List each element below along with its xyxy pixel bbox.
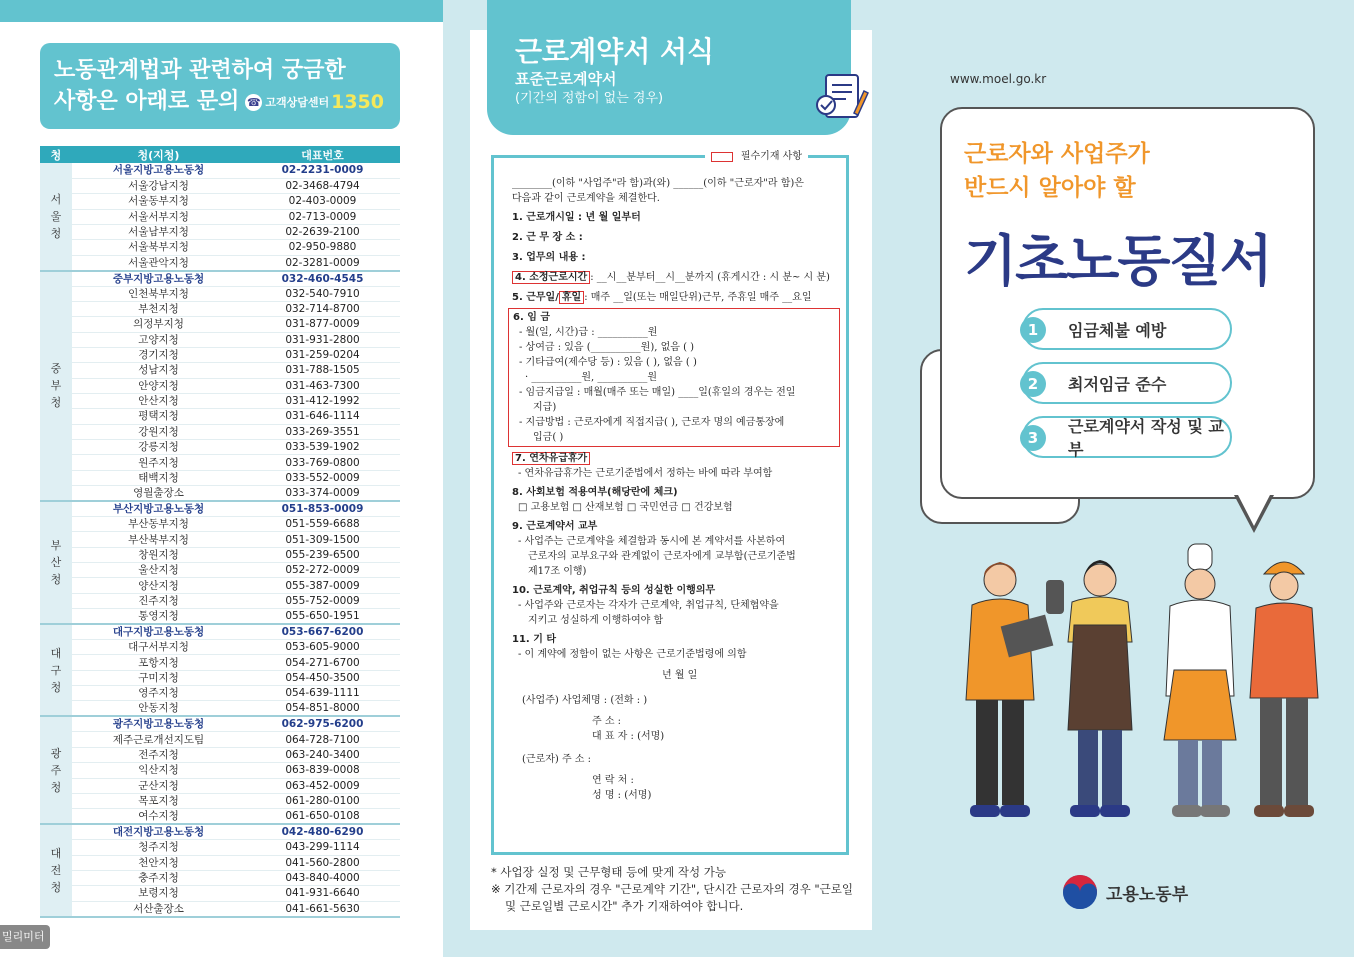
office-name-cell: 성남지청: [72, 363, 245, 378]
employer-company: (사업주) 사업체명 : (전화 : ): [522, 695, 648, 706]
office-phone-cell: 042-480-6290: [245, 824, 400, 840]
ministry-name: 고용노동부: [1106, 884, 1189, 905]
contract-delivery-3: 제17조 이행): [528, 566, 587, 577]
office-name-cell: 청주지청: [72, 840, 245, 855]
banner-line-1: 노동관계법과 관련하여 궁금한: [54, 58, 346, 83]
office-name-cell: 고양지청: [72, 332, 245, 347]
office-name-cell: 평택지청: [72, 409, 245, 424]
region-cell: 대 구 청: [40, 624, 72, 716]
office-phone-cell: 033-552-0009: [245, 470, 400, 485]
form-footnotes: [491, 864, 871, 915]
office-name-cell: 원주지청: [72, 455, 245, 470]
office-phone-cell: 053-605-9000: [245, 640, 400, 655]
table-row: [40, 178, 400, 193]
office-name-cell: 서울북부지청: [72, 240, 245, 255]
item-workdays: [512, 290, 834, 305]
table-row: [40, 363, 400, 378]
item-holiday-label: 휴일: [559, 291, 584, 304]
cover-title: 기초노동질서: [964, 229, 1271, 293]
key-point-2-label: 최저임금 준수: [1068, 374, 1167, 394]
office-phone-cell: 054-450-3500: [245, 670, 400, 685]
cover-subtitle-1: 근로자와 사업주가: [964, 141, 1150, 167]
table-row: [40, 793, 400, 808]
annual-leave-text: - 연차유급휴가는 근로기준법에서 정하는 바에 따라 부여함: [518, 468, 773, 479]
office-phone-cell: 052-272-0009: [245, 563, 400, 578]
table-row: [40, 255, 400, 271]
office-phone-cell: 064-728-7100: [245, 732, 400, 747]
table-row: [40, 670, 400, 685]
item-workplace: 2. 근 무 장 소 :: [512, 232, 583, 243]
table-row: [40, 209, 400, 224]
table-row: [40, 317, 400, 332]
office-phone-cell: 033-269-3551: [245, 424, 400, 439]
key-point-3: [1022, 416, 1232, 458]
col-header-region: 청: [40, 146, 72, 163]
office-phone-cell: 054-851-8000: [245, 701, 400, 717]
office-phone-cell: 043-840-4000: [245, 870, 400, 885]
right-panel: [884, 0, 1354, 957]
office-name-cell: 안동지청: [72, 701, 245, 717]
office-phone-cell: 02-2231-0009: [245, 163, 400, 178]
item-other: 11. 기 타: [512, 634, 556, 645]
item-obligation: 10. 근로계약, 취업규칙 등의 성실한 이행의무: [512, 585, 716, 596]
office-name-cell: 진주지청: [72, 593, 245, 608]
inquiry-banner: [40, 43, 400, 129]
office-name-cell: 안양지청: [72, 378, 245, 393]
table-row: [40, 609, 400, 625]
office-name-cell: 천안지청: [72, 855, 245, 870]
table-row: [40, 747, 400, 762]
office-name-cell: 부천지청: [72, 301, 245, 316]
table-row: [40, 901, 400, 917]
office-name-cell: 충주지청: [72, 870, 245, 885]
region-cell: 중 부 청: [40, 271, 72, 501]
contract-date: 년 월 일: [662, 670, 698, 681]
table-row: [40, 701, 400, 717]
office-name-cell: 창원지청: [72, 547, 245, 562]
employee-contact: 연 락 처 :: [592, 775, 634, 786]
office-name-cell: 의정부지청: [72, 317, 245, 332]
office-phone-cell: 02-403-0009: [245, 194, 400, 209]
other-text: - 이 계약에 정함이 없는 사항은 근로기준법령에 의함: [518, 649, 747, 660]
item-workdays-text: : 매주 __일(또는 매일단위)근무, 주휴일 매주 __요일: [584, 292, 812, 303]
office-phone-cell: 063-452-0009: [245, 778, 400, 793]
table-row: [40, 271, 400, 287]
office-name-cell: 익산지청: [72, 763, 245, 778]
office-name-cell: 인천북부지청: [72, 286, 245, 301]
workers-illustration: [934, 540, 1334, 830]
unit-caption: 밀리미터: [0, 925, 50, 949]
table-row: [40, 824, 400, 840]
region-cell: 서 울 청: [40, 163, 72, 271]
item-working-hours-text: : __시__분부터__시__분까지 (휴게시간 : 시 분~ 시 분): [590, 272, 830, 283]
item-annual-leave-label: 7. 연차유급휴가: [512, 452, 590, 465]
region-cell: 대 전 청: [40, 824, 72, 916]
office-phone-cell: 061-280-0100: [245, 793, 400, 808]
office-phone-cell: 02-3468-4794: [245, 178, 400, 193]
wage-payday-cont: 지급): [533, 402, 557, 413]
item-contract-delivery: 9. 근로계약서 교부: [512, 521, 598, 532]
table-row: [40, 424, 400, 439]
wage-payday: - 임금지급일 : 매월(매주 또는 매일) ____일(휴일의 경우는 전일: [519, 387, 796, 398]
left-panel: [0, 0, 443, 957]
office-phone-cell: 055-650-1951: [245, 609, 400, 625]
office-phone-cell: 031-412-1992: [245, 393, 400, 408]
table-row: [40, 470, 400, 485]
office-phone-cell: 041-931-6640: [245, 886, 400, 901]
employee-address: (근로자) 주 소 :: [522, 754, 592, 765]
obligation-2: 지키고 성실하게 이행하여야 함: [528, 615, 664, 626]
table-row: [40, 163, 400, 178]
key-point-1-label: 임금체불 예방: [1068, 320, 1167, 340]
office-name-cell: 울산지청: [72, 563, 245, 578]
table-row: [40, 732, 400, 747]
item-social-insurance: 8. 사회보험 적용여부(해당란에 체크): [512, 487, 678, 498]
office-name-cell: 대구지방고용노동청: [72, 624, 245, 640]
phone-icon: ☎: [246, 95, 261, 109]
footnote-3: 및 근로일별 근로시간" 추가 기재하여야 합니다.: [505, 899, 744, 913]
key-point-1-number: 1: [1020, 317, 1046, 343]
table-row: [40, 655, 400, 670]
office-name-cell: 구미지청: [72, 670, 245, 685]
employer-address: 주 소 :: [592, 716, 622, 727]
table-row: [40, 240, 400, 255]
table-row: [40, 547, 400, 562]
office-phone-cell: 02-950-9880: [245, 240, 400, 255]
office-name-cell: 태백지청: [72, 470, 245, 485]
office-phone-cell: 054-271-6700: [245, 655, 400, 670]
website-url: www.moel.go.kr: [950, 72, 1047, 86]
bubble-tail: [1237, 493, 1271, 526]
office-name-cell: 포항지청: [72, 655, 245, 670]
table-row: [40, 332, 400, 347]
table-row: [40, 855, 400, 870]
office-phone-cell: 031-931-2800: [245, 332, 400, 347]
wage-bonus: - 상여금 : 있음 (__________원), 없음 ( ): [519, 342, 695, 353]
table-row: [40, 347, 400, 362]
table-row: [40, 517, 400, 532]
office-phone-cell: 041-661-5630: [245, 901, 400, 917]
office-name-cell: 대전지방고용노동청: [72, 824, 245, 840]
office-name-cell: 제주근로개선지도팀: [72, 732, 245, 747]
ministry-emblem-icon: [1062, 874, 1098, 910]
office-phone-cell: 02-3281-0009: [245, 255, 400, 271]
item-working-hours-label: 4. 소정근로시간: [512, 271, 590, 284]
item-job-description: 3. 업무의 내용 :: [512, 252, 586, 263]
region-cell: 광 주 청: [40, 716, 72, 824]
form-subtitle: 표준근로계약서: [515, 70, 617, 88]
office-phone-cell: 031-788-1505: [245, 363, 400, 378]
table-row: [40, 286, 400, 301]
office-phone-cell: 055-387-0009: [245, 578, 400, 593]
office-phone-cell: 055-239-6500: [245, 547, 400, 562]
table-row: [40, 409, 400, 424]
office-phone-cell: 033-769-0800: [245, 455, 400, 470]
chef-figure: [1164, 544, 1236, 817]
table-row: [40, 378, 400, 393]
office-phone-cell: 031-646-1114: [245, 409, 400, 424]
office-phone-cell: 031-259-0204: [245, 347, 400, 362]
col-header-phone: 대표번호: [245, 146, 400, 163]
office-worker-figure: [966, 562, 1053, 817]
office-phone-cell: 062-975-6200: [245, 716, 400, 732]
col-header-office: 청(지청): [72, 146, 245, 163]
office-name-cell: 강릉지청: [72, 440, 245, 455]
table-row: [40, 886, 400, 901]
table-row: [40, 578, 400, 593]
item-wages-label: 6. 임 금: [513, 312, 551, 323]
office-phone-cell: 061-650-0108: [245, 809, 400, 825]
table-row: [40, 393, 400, 408]
table-row: [40, 194, 400, 209]
barista-figure: [1046, 560, 1132, 817]
office-phone-cell: 032-540-7910: [245, 286, 400, 301]
table-row: [40, 870, 400, 885]
office-phone-cell: 033-374-0009: [245, 486, 400, 502]
table-row: [40, 840, 400, 855]
office-phone-cell: 02-713-0009: [245, 209, 400, 224]
office-name-cell: 서산출장소: [72, 901, 245, 917]
table-row: [40, 440, 400, 455]
contract-document-icon: [814, 73, 870, 123]
construction-worker-figure: [1250, 562, 1318, 817]
contract-form: [491, 151, 849, 855]
item-start-date: 1. 근로개시일 : 년 월 일부터: [512, 212, 641, 223]
office-name-cell: 부산지방고용노동청: [72, 501, 245, 517]
contract-delivery-2: 근로자의 교부요구와 관계없이 근로자에게 교부함(근로기준법: [528, 551, 796, 562]
office-phone-cell: 054-639-1111: [245, 686, 400, 701]
office-phone-cell: 043-299-1114: [245, 840, 400, 855]
office-name-cell: 영주지청: [72, 686, 245, 701]
table-row: [40, 716, 400, 732]
office-phone-cell: 02-2639-2100: [245, 224, 400, 239]
office-name-cell: 목포지청: [72, 793, 245, 808]
table-row: [40, 763, 400, 778]
wage-monthly: - 월(일, 시간)급 : __________원: [519, 327, 658, 338]
office-phone-cell: 032-460-4545: [245, 271, 400, 287]
table-row: [40, 224, 400, 239]
table-row: [40, 486, 400, 502]
ministry-logo-block: [1062, 874, 1188, 910]
office-name-cell: 부산동부지청: [72, 517, 245, 532]
office-name-cell: 서울남부지청: [72, 224, 245, 239]
office-name-cell: 통영지청: [72, 609, 245, 625]
office-name-cell: 강원지청: [72, 424, 245, 439]
office-phone-cell: 051-559-6688: [245, 517, 400, 532]
table-row: [40, 563, 400, 578]
office-phone-cell: 055-752-0009: [245, 593, 400, 608]
office-name-cell: 부산북부지청: [72, 532, 245, 547]
contract-delivery-1: - 사업주는 근로계약을 체결함과 동시에 본 계약서를 사본하여: [518, 536, 786, 547]
office-phone-cell: 051-853-0009: [245, 501, 400, 517]
form-title: 근로계약서 서식: [515, 35, 715, 68]
table-row: [40, 455, 400, 470]
banner-line-2: 사항은 아래로 문의: [54, 89, 240, 114]
legend-label: 필수기재 사항: [740, 151, 802, 162]
key-point-1: [1022, 308, 1232, 350]
office-phone-cell: 051-309-1500: [245, 532, 400, 547]
office-phone-cell: 032-714-8700: [245, 301, 400, 316]
form-note: (기간의 정함이 없는 경우): [515, 91, 664, 106]
cover-subtitle: [964, 137, 1150, 205]
obligation-1: - 사업주와 근로자는 각자가 근로계약, 취업규칙, 단체협약을: [518, 600, 779, 611]
office-phone-cell: 063-839-0008: [245, 763, 400, 778]
intro-line-1: ________(이하 "사업주"라 함)과(와) ______(이하 "근로자"라 함)은: [512, 178, 804, 189]
call-center-label: 고객상담센터: [265, 95, 330, 109]
office-directory-table: [40, 146, 400, 918]
office-phone-cell: 041-560-2800: [245, 855, 400, 870]
table-row: [40, 593, 400, 608]
office-name-cell: 서울관악지청: [72, 255, 245, 271]
key-point-3-label: 근로계약서 작성 및 교부: [1068, 417, 1224, 459]
footnote-1: * 사업장 실정 및 근무형태 등에 맞게 작성 가능: [491, 865, 726, 879]
employee-name: 성 명 : (서명): [592, 790, 652, 801]
item-working-hours: [512, 270, 834, 285]
intro-line-2: 다음과 같이 근로계약을 체결한다.: [512, 193, 660, 204]
key-point-3-number: 3: [1020, 425, 1046, 451]
office-phone-cell: 031-877-0009: [245, 317, 400, 332]
office-name-cell: 대구서부지청: [72, 640, 245, 655]
wage-other-amount: · __________원, __________원: [525, 372, 658, 383]
table-row: [40, 532, 400, 547]
office-phone-cell: 053-667-6200: [245, 624, 400, 640]
form-header-tab: [487, 0, 851, 135]
table-row: [40, 501, 400, 517]
office-name-cell: 광주지방고용노동청: [72, 716, 245, 732]
office-phone-cell: 063-240-3400: [245, 747, 400, 762]
office-name-cell: 서울강남지청: [72, 178, 245, 193]
office-name-cell: 서울서부지청: [72, 209, 245, 224]
call-center: [245, 87, 384, 118]
office-name-cell: 서울지방고용노동청: [72, 163, 245, 178]
wage-other: - 기타급여(제수당 등) : 있음 ( ), 없음 ( ): [519, 357, 697, 368]
office-phone-cell: 033-539-1902: [245, 440, 400, 455]
wage-method: - 지급방법 : 근로자에게 직접지급( ), 근로자 명의 예금통장에: [519, 417, 785, 428]
office-name-cell: 중부지방고용노동청: [72, 271, 245, 287]
required-marker-swatch: [711, 152, 733, 162]
social-insurance-options: □ 고용보험 □ 산재보험 □ 국민연금 □ 건강보험: [518, 502, 733, 513]
table-row: [40, 624, 400, 640]
wage-method-cont: 입금( ): [533, 432, 564, 443]
footnote-2: ※ 기간제 근로자의 경우 "근로계약 기간", 단시간 근로자의 경우 "근로일: [491, 882, 853, 896]
employer-representative: 대 표 자 : (서명): [592, 731, 665, 742]
item-wages-box: [508, 308, 840, 447]
office-name-cell: 영월출장소: [72, 486, 245, 502]
office-name-cell: 양산지청: [72, 578, 245, 593]
table-row: [40, 778, 400, 793]
office-name-cell: 경기지청: [72, 347, 245, 362]
table-row: [40, 809, 400, 825]
office-phone-cell: 031-463-7300: [245, 378, 400, 393]
table-row: [40, 686, 400, 701]
office-name-cell: 서울동부지청: [72, 194, 245, 209]
office-name-cell: 안산지청: [72, 393, 245, 408]
call-center-number: 1350: [331, 90, 384, 113]
office-name-cell: 여수지청: [72, 809, 245, 825]
key-point-2: [1022, 362, 1232, 404]
middle-panel: [443, 0, 884, 957]
cover-subtitle-2: 반드시 알아야 할: [964, 175, 1136, 201]
region-cell: 부 산 청: [40, 501, 72, 624]
office-name-cell: 전주지청: [72, 747, 245, 762]
item-workdays-label: 5. 근무일/: [512, 292, 559, 303]
required-legend: [705, 149, 808, 164]
table-row: [40, 301, 400, 316]
office-name-cell: 보령지청: [72, 886, 245, 901]
table-row: [40, 640, 400, 655]
top-bar: [0, 0, 443, 22]
key-point-2-number: 2: [1020, 371, 1046, 397]
office-name-cell: 군산지청: [72, 778, 245, 793]
